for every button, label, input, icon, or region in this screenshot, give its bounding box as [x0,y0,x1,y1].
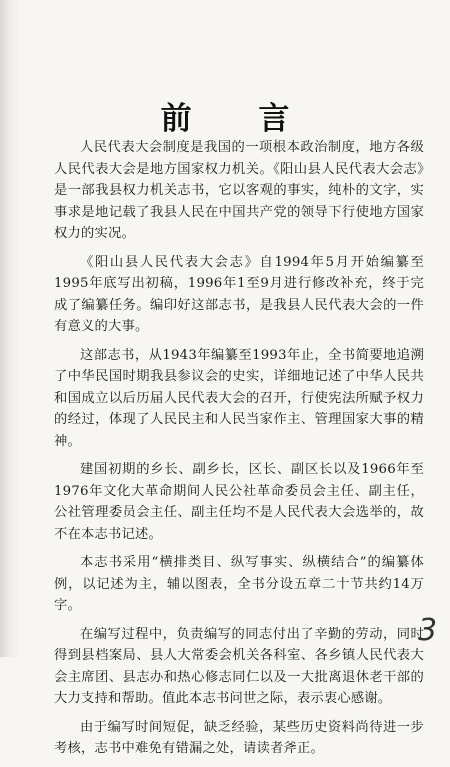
paragraph-7: 由于编写时间短促，缺乏经验，某些历史资料尚待进一步考核，志书中难免有错漏之处，请读者斧正。 [54,719,424,756]
page-number: 3 [418,613,438,648]
paragraph-3: 这部志书，从1943年编纂至1993年止，全书简要地追溯了中华民国时期我县参议会的史实，详细地记述了中华人民共和国成立以后历届人民代表大会的召开，行使宪法所赋予权力的经过，体现了人民民主和人民当家作主、管理国家大事的精神。 [54,347,424,449]
page-title: 前 言 [160,100,318,137]
paragraph-1: 人民代表大会制度是我国的一项根本政治制度，地方各级人民代表大会是地方国家权力机关。《阳山县人民代表大会志》是一部我县权力机关志书，它以客观的事实，纯朴的文字，实事求是地记载了我县人民在中国共产党的领导下行使地方国家权力的实况。 [54,140,424,241]
paragraph-2: 《阳山县人民代表大会志》自1994年5月开始编纂至1995年底写出初稿，1996年1至9月进行修改补充，终于完成了编纂任务。编印好这部志书，是我县人民代表大会的一件有意义的大事。 [54,254,424,334]
paragraph-4: 建国初期的乡长、副乡长，区长、副区长以及1966年至1976年文化大革命期间人民公社革命委员会主任、副主任，公社管理委员会主任、副主任均不是人民代表大会选举的，故不在本志书记述。 [54,462,424,542]
paragraph-5: 本志书采用“横排类目、纵写事实、纵横结合”的编纂体例，以记述为主，辅以图表，全书分设五章二十节共约14万字。 [54,555,424,613]
preface-body [54,137,424,767]
binding-edge [0,0,20,657]
paragraph-6: 在编写过程中，负责编写的同志付出了辛勤的劳动，同时得到县档案局、县人大常委会机关各科室、各乡镇人民代表大会主席团、县志办和热心修志同仁以及一大批离退休老干部的大力支持和帮助。值此本志书问世之际，表示衷心感谢。 [54,626,424,706]
